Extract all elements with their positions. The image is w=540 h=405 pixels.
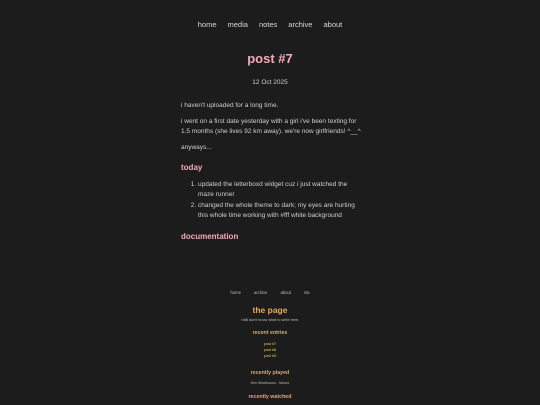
- nav-home-link[interactable]: home: [197, 20, 217, 29]
- nav-about-link[interactable]: about: [323, 20, 343, 29]
- embed-entries-list: [218, 341, 322, 359]
- embed-page-title: the page: [252, 305, 288, 315]
- embed-nav-home: home: [230, 290, 241, 295]
- nav-media-link[interactable]: media: [227, 20, 248, 29]
- embed-tagline: i still don't know what to write here.: [240, 318, 300, 322]
- embed-nav-about: about: [280, 290, 291, 295]
- embed-recently-played-value: Ken Woolhouse - Moore: [250, 381, 290, 385]
- post-paragraph: i went on a first date yesterday with a girl i've been texting for 1.5 months (she lives 92 km away). we're now girlfriends! ^__^: [181, 117, 361, 135]
- documentation-screenshot: [218, 290, 322, 405]
- nav-notes-link[interactable]: notes: [258, 20, 278, 29]
- post-paragraph: anyways...: [181, 143, 212, 151]
- embed-entry: post #5: [263, 354, 277, 358]
- embed-recently-played-heading: recently played: [250, 370, 290, 376]
- section-heading-documentation: documentation: [181, 231, 239, 241]
- list-item: 1. updated the letterboxd widget cuz i just watched the maze runner: [198, 180, 361, 201]
- post-title: post #7: [247, 51, 293, 66]
- embed-recent-entries-heading: recent entries: [252, 330, 288, 336]
- embed-nav-archive: archive: [253, 290, 268, 295]
- post-date: 12 Oct 2025: [252, 79, 288, 86]
- list-item: 2. changed the whole theme to dark; my eyes are hurting this whole time working with #fff white background: [198, 201, 361, 222]
- today-list: [181, 180, 361, 222]
- post-body: [181, 101, 361, 248]
- embed-recently-watched-heading: recently watched: [248, 394, 292, 400]
- top-nav: [0, 20, 540, 29]
- embed-nav: [218, 290, 322, 295]
- embed-entry: post #7: [263, 342, 277, 346]
- nav-archive-link[interactable]: archive: [288, 20, 313, 29]
- embed-entry: post #6: [263, 348, 277, 352]
- embed-nav-rss: rss: [303, 290, 310, 295]
- post-paragraph: i haven't uploaded for a long time.: [181, 102, 279, 109]
- section-heading-today: today: [181, 163, 203, 172]
